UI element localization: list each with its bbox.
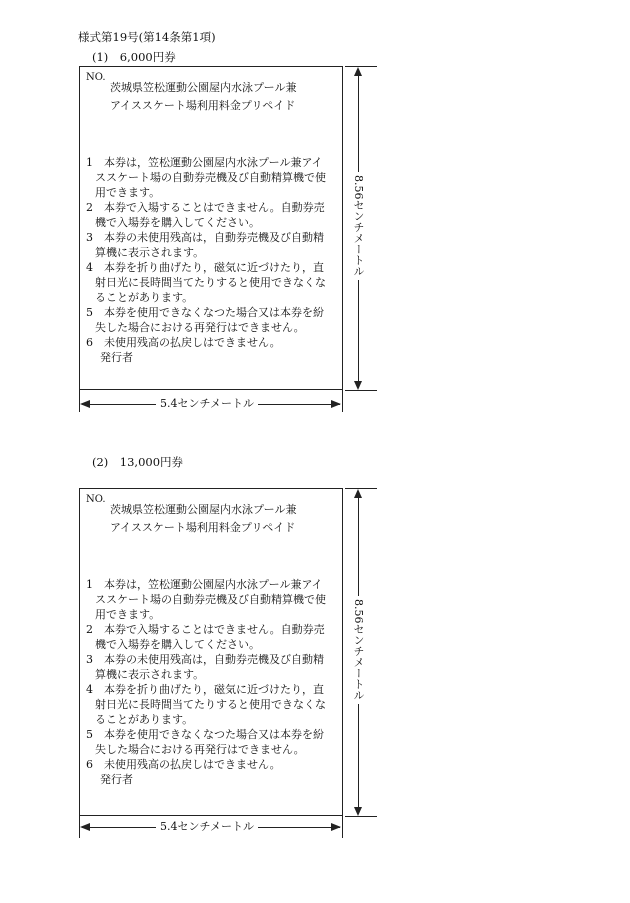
term-3: 3 本券の未使用残高は，自動券売機及び自動精 算機に表示されます。 <box>86 653 324 681</box>
term-1: 1 本券は，笠松運動公園屋内水泳プール兼アイ ススケート場の自動券売機及び自動精算機で使 用できます。 <box>86 156 326 199</box>
term-5: 5 本券を使用できなくなつた場合又は本券を紛 失した場合における再発行はできません。 <box>86 728 324 756</box>
width-arrow-right-icon <box>331 400 341 408</box>
term-3: 3 本券の未使用残高は，自動券売機及び自動精 算機に表示されます。 <box>86 231 324 259</box>
card-title-line-1: 茨城県笠松運動公園屋内水泳プール兼 <box>110 503 297 516</box>
prepaid-card-13000 <box>79 488 343 816</box>
height-dim-label: 8.56センチメートル <box>352 596 364 704</box>
card-terms <box>86 155 338 365</box>
width-dim-right-tick <box>342 390 343 412</box>
card-terms <box>86 577 338 787</box>
card-number-label: NO. <box>86 72 106 83</box>
width-dim-label: 5.4センチメートル <box>156 397 258 410</box>
term-6: 6 未使用残高の払戻しはできません。 <box>86 336 281 349</box>
section-1-label: (1) 6,000円券 <box>92 50 176 64</box>
height-arrow-down-icon <box>354 807 362 816</box>
height-arrow-up-icon <box>354 67 362 76</box>
card-title-line-2: アイススケート場利用料金プリペイド <box>110 99 296 112</box>
height-dim-label: 8.56センチメートル <box>352 172 364 280</box>
issuer-label: 発行者 <box>100 351 133 364</box>
card-title-line-1: 茨城県笠松運動公園屋内水泳プール兼 <box>110 81 297 94</box>
card-number-label: NO. <box>86 494 106 505</box>
form-title: 様式第19号(第14条第1項) <box>78 30 216 44</box>
section-2-label: (2) 13,000円券 <box>92 455 184 469</box>
term-2: 2 本券で入場することはできません。自動券売 機で入場券を購入してください。 <box>86 623 325 651</box>
height-arrow-down-icon <box>354 381 362 390</box>
card-title-line-2: アイススケート場利用料金プリペイド <box>110 521 296 534</box>
width-arrow-left-icon <box>80 400 90 408</box>
width-arrow-left-icon <box>80 823 90 831</box>
width-dim-label: 5.4センチメートル <box>156 820 258 833</box>
term-2: 2 本券で入場することはできません。自動券売 機で入場券を購入してください。 <box>86 201 325 229</box>
term-1: 1 本券は，笠松運動公園屋内水泳プール兼アイ ススケート場の自動券売機及び自動精算機で使 用できます。 <box>86 578 326 621</box>
height-dim-bottom-tick <box>345 390 377 391</box>
term-4: 4 本券を折り曲げたり，磁気に近づけたり，直 射日光に長時間当てたりすると使用できなくな ることがあります。 <box>86 261 326 304</box>
issuer-label: 発行者 <box>100 773 133 786</box>
term-4: 4 本券を折り曲げたり，磁気に近づけたり，直 射日光に長時間当てたりすると使用できなくな ることがあります。 <box>86 683 326 726</box>
term-6: 6 未使用残高の払戻しはできません。 <box>86 758 281 771</box>
prepaid-card-6000 <box>79 66 343 390</box>
height-arrow-up-icon <box>354 489 362 498</box>
width-arrow-right-icon <box>331 823 341 831</box>
width-dim-right-tick <box>342 816 343 838</box>
height-dim-bottom-tick <box>345 816 377 817</box>
term-5: 5 本券を使用できなくなつた場合又は本券を紛 失した場合における再発行はできません。 <box>86 306 324 334</box>
